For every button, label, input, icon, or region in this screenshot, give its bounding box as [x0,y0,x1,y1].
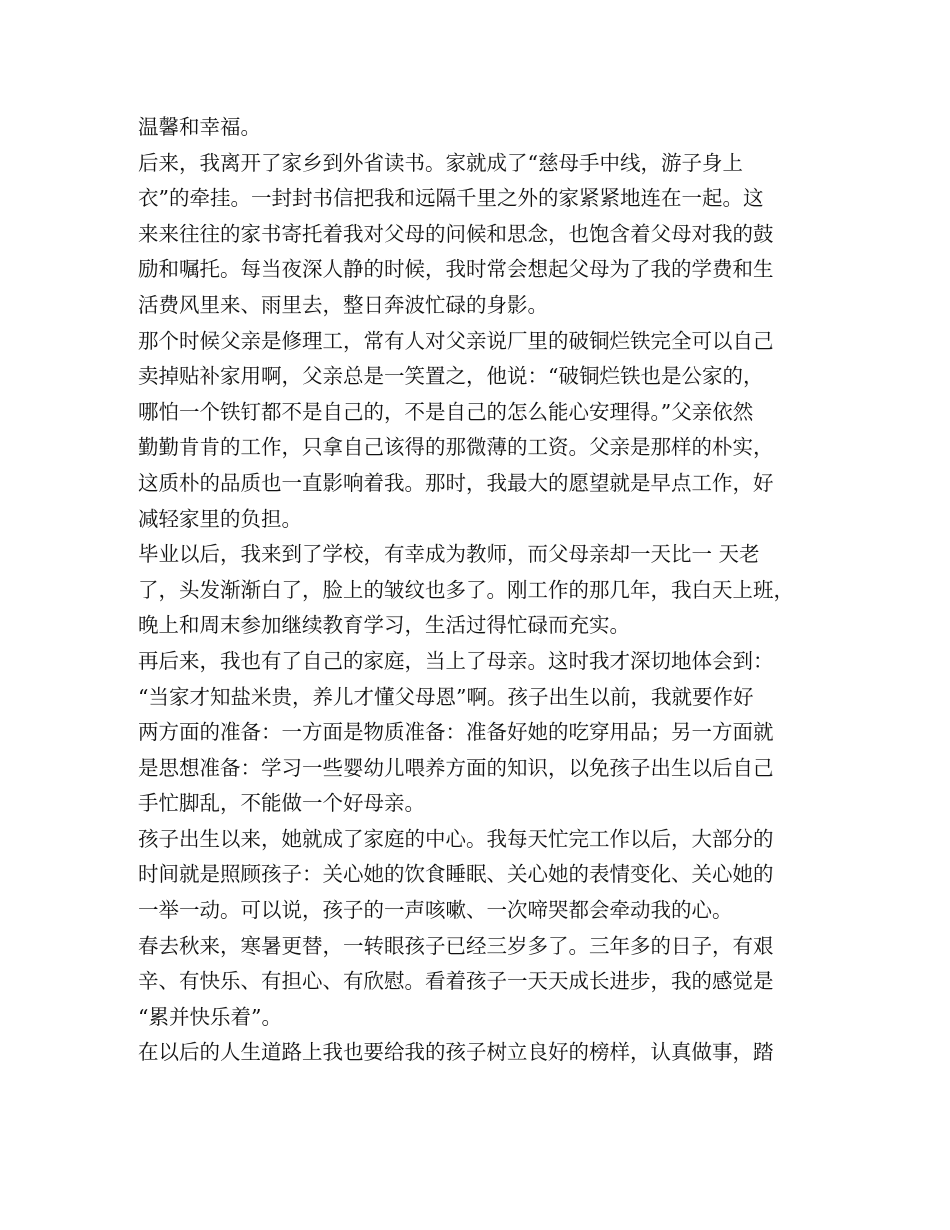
paragraph [138,822,818,929]
text-line: 温馨和幸福。 [138,115,261,139]
document-body [138,110,818,1071]
paragraph [138,324,818,538]
text-line: 了，头发渐渐白了，脸上的皱纹也多了。刚工作的那几年，我白天上班， [138,577,794,602]
text-line: 衣”的牵挂。一封封书信把我和远隔千里之外的家紧紧地连在一起。这 [138,186,764,211]
text-line: 哪怕一个铁钉都不是自己的，不是自己的怎么能心安理得。”父亲依然 [138,399,754,424]
text-line: 在以后的人生道路上我也要给我的孩子树立良好的榜样，认真做事，踏 [138,1040,774,1065]
text-line: 后来，我离开了家乡到外省读书。家就成了“慈母手中线，游子身上 [138,150,743,175]
text-line: “当家才知盐米贵，养儿才懂父母恩”啊。孩子出生以前，我就要作好 [138,684,754,709]
paragraph [138,110,818,146]
paragraph [138,537,818,644]
text-line: 励和嘱托。每当夜深人静的时候，我时常会想起父母为了我的学费和生 [138,257,774,282]
text-line: 那个时候父亲是修理工，常有人对父亲说厂里的破铜烂铁完全可以自己 [138,328,774,353]
text-line: 手忙脚乱，不能做一个好母亲。 [138,791,425,816]
text-line: 勤勤肯肯的工作，只拿自己该得的那微薄的工资。父亲是那样的朴实， [138,435,774,460]
text-line: 毕业以后，我来到了学校，有幸成为教师，而父母亲却一天比一 天老 [138,542,760,567]
paragraph [138,644,818,822]
paragraph [138,146,818,324]
text-line: 减轻家里的负担。 [138,506,302,531]
text-line: 这质朴的品质也一直影响着我。那时，我最大的愿望就是早点工作，好 [138,470,774,495]
text-line: 是思想准备：学习一些婴幼儿喂养方面的知识，以免孩子出生以后自己 [138,755,774,780]
text-line: 时间就是照顾孩子：关心她的饮食睡眠、关心她的表情变化、关心她的 [138,862,774,887]
text-line: 孩子出生以来，她就成了家庭的中心。我每天忙完工作以后，大部分的 [138,826,774,851]
text-line: 春去秋来，寒暑更替，一转眼孩子已经三岁多了。三年多的日子，有艰 [138,933,774,958]
text-line: 两方面的准备：一方面是物质准备：准备好她的吃穿用品；另一方面就 [138,720,774,745]
text-line: 卖掉贴补家用啊，父亲总是一笑置之，他说：“破铜烂铁也是公家的， [138,364,764,389]
text-line: 晚上和周末参加继续教育学习，生活过得忙碌而充实。 [138,613,630,638]
paragraph [138,929,818,1036]
text-line: 活费风里来、雨里去，整日奔波忙碌的身影。 [138,292,548,317]
text-line: 来来往往的家书寄托着我对父母的问候和思念，也饱含着父母对我的鼓 [138,221,774,246]
paragraph [138,1035,818,1071]
text-line: 辛、有快乐、有担心、有欣慰。看着孩子一天天成长进步，我的感觉是 [138,969,774,994]
text-line: 再后来，我也有了自己的家庭，当上了母亲。这时我才深切地体会到： [138,648,774,673]
text-line: 一举一动。可以说，孩子的一声咳嗽、一次啼哭都会牵动我的心。 [138,898,733,923]
text-line: “累并快乐着”。 [138,1004,282,1029]
